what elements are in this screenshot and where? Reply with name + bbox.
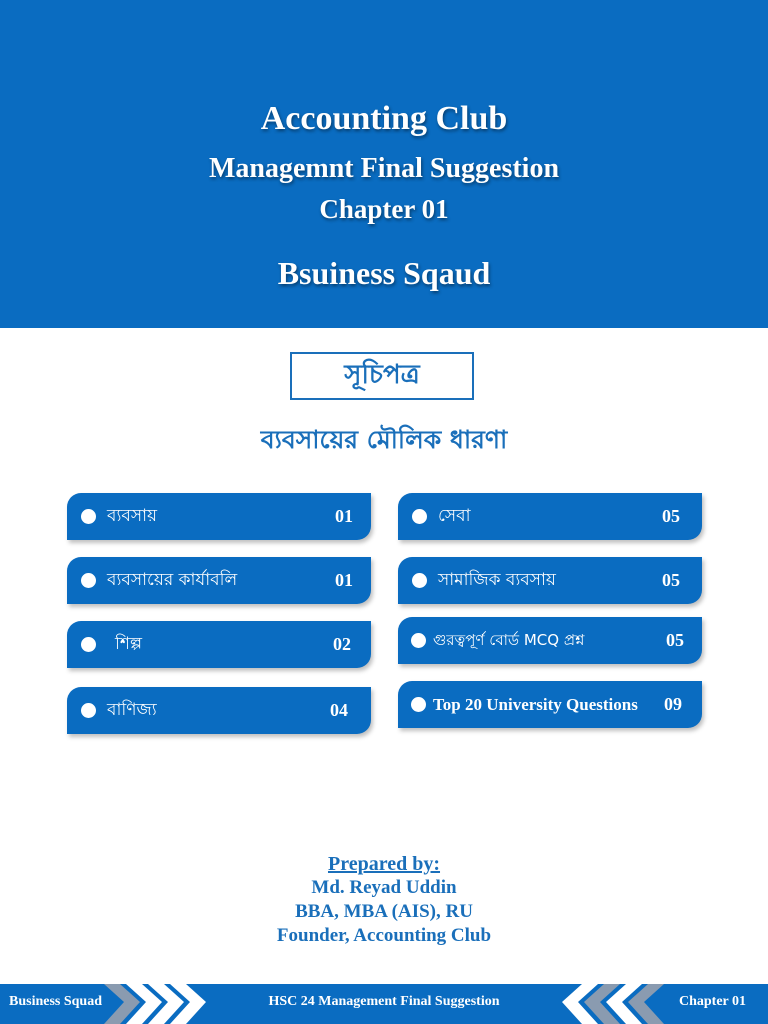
bullet-icon	[411, 697, 426, 712]
toc-heading: সূচিপত্র	[290, 352, 474, 400]
footer-right-text: Chapter 01	[678, 994, 746, 1009]
toc-item-label: শিল্প	[115, 634, 143, 654]
bullet-icon	[81, 637, 96, 652]
toc-item-label: ব্যবসায়	[107, 506, 158, 526]
toc-item[interactable]	[398, 557, 702, 604]
toc-item[interactable]	[398, 493, 702, 540]
club-title: Accounting Club	[260, 100, 508, 137]
toc-item-page: 02	[333, 634, 351, 654]
footer-left-text: Business Squad	[9, 994, 103, 1009]
toc-item-page: 05	[662, 570, 680, 590]
header-banner	[0, 0, 768, 328]
toc-item-page: 04	[330, 700, 348, 720]
toc-item-page: 01	[335, 570, 353, 590]
toc-item-label: সেবা	[438, 506, 471, 526]
bullet-icon	[81, 573, 96, 588]
toc-item-label: সামাজিক ব্যবসায়	[438, 570, 556, 590]
prepared-by-block	[0, 852, 768, 948]
toc-item[interactable]	[398, 617, 702, 664]
toc-item[interactable]	[67, 493, 371, 540]
chapter-title: Chapter 01	[319, 194, 449, 224]
footer-bar	[0, 984, 768, 1024]
toc-item-label: ব্যবসায়ের কার্যাবলি	[107, 570, 238, 590]
prepared-by-heading: Prepared by:	[327, 853, 441, 875]
toc-item-label: গুরত্বপূর্ণ বোর্ড MCQ প্রশ্ন	[433, 631, 585, 649]
toc-item[interactable]	[67, 621, 371, 668]
bullet-icon	[81, 509, 96, 524]
toc-item-label: Top 20 University Questions	[433, 695, 638, 714]
toc-item[interactable]	[398, 681, 702, 728]
toc-item-page: 05	[662, 506, 680, 526]
toc-item-page: 05	[666, 630, 684, 650]
toc-item[interactable]	[67, 557, 371, 604]
toc-item-label: বাণিজ্য	[107, 700, 157, 720]
toc-item-page: 09	[664, 694, 682, 714]
author-role: Founder, Accounting Club	[276, 925, 492, 946]
toc-item[interactable]	[67, 687, 371, 734]
bullet-icon	[412, 509, 427, 524]
toc-item-page: 01	[335, 506, 353, 526]
author-degrees: BBA, MBA (AIS), RU	[295, 901, 473, 922]
toc-subtitle: ব্যবসায়ের মৌলিক ধারণা	[260, 425, 508, 454]
suggestion-title: Managemnt Final Suggestion	[208, 153, 560, 184]
bullet-icon	[81, 703, 96, 718]
bullet-icon	[412, 573, 427, 588]
squad-title: Bsuiness Sqaud	[277, 255, 491, 291]
author-name: Md. Reyad Uddin	[311, 877, 457, 898]
footer-center-text: HSC 24 Management Final Suggestion	[268, 994, 500, 1009]
bullet-icon	[411, 633, 426, 648]
